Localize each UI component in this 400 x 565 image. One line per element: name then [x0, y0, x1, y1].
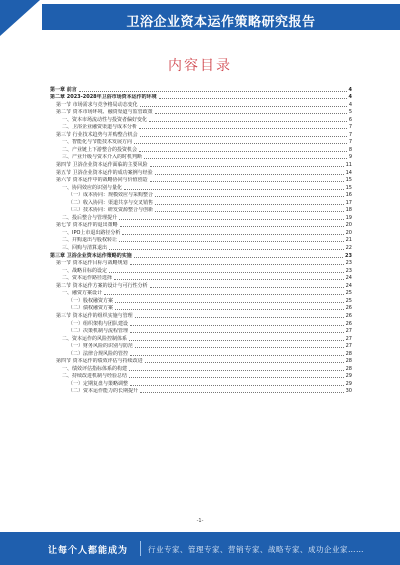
toc-entry-page: 5	[348, 109, 352, 116]
toc-entry[interactable]	[50, 101, 352, 109]
footer-slogan: 让每个人都能成为	[48, 546, 129, 556]
toc-leader-dots	[115, 308, 344, 310]
toc-entry-page: 25	[345, 297, 352, 304]
toc-leader-dots	[134, 142, 347, 144]
toc-leader-dots	[130, 331, 344, 333]
toc-entry[interactable]	[50, 275, 352, 283]
toc-leader-dots	[155, 203, 344, 205]
toc-leader-dots	[149, 120, 347, 122]
toc-entry-page: 15	[345, 177, 352, 184]
toc-entry[interactable]	[50, 282, 352, 290]
toc-entry-page: 8	[348, 146, 352, 153]
toc-entry[interactable]	[50, 154, 352, 162]
toc-entry[interactable]	[50, 252, 352, 260]
toc-entry-page: 17	[345, 199, 352, 206]
toc-entry-page: 27	[345, 328, 352, 335]
toc-leader-dots	[144, 157, 347, 159]
toc-entry[interactable]	[50, 199, 352, 207]
toc-entry-title: （一）组织架构与团队建设	[68, 320, 129, 327]
footer-separator	[140, 541, 141, 556]
toc-leader-dots	[155, 112, 347, 114]
toc-entry-page: 27	[345, 343, 352, 350]
toc-leader-dots	[134, 256, 343, 258]
toc-entry-page: 19	[345, 214, 352, 221]
toc-leader-dots	[159, 97, 347, 99]
toc-entry[interactable]	[50, 350, 352, 358]
toc-entry[interactable]	[50, 94, 352, 102]
toc-entry-page: 22	[345, 245, 352, 252]
toc-entry[interactable]	[50, 192, 352, 200]
toc-entry-title: 二、并购退出与股权转让	[62, 237, 118, 244]
toc-leader-dots	[155, 173, 344, 175]
toc-entry-page: 28	[345, 365, 352, 372]
toc-entry[interactable]	[50, 320, 352, 328]
toc-entry-page: 29	[345, 380, 352, 387]
toc-entry[interactable]	[50, 237, 352, 245]
toc-entry[interactable]	[50, 343, 352, 351]
toc-leader-dots	[130, 384, 344, 386]
toc-entry[interactable]	[50, 131, 352, 139]
toc-entry-page: 30	[345, 388, 352, 395]
toc-entry-page: 26	[345, 305, 352, 312]
toc-leader-dots	[140, 391, 344, 393]
toc-entry-title: （二）法律合规风险的管控	[68, 350, 129, 357]
toc-leader-dots	[114, 278, 344, 280]
footer-banner	[0, 532, 400, 565]
toc-entry-title: 二、持续改进机制与经验总结	[62, 373, 128, 380]
footer-tagline: 行业专家、管理专家、营销专家、战略专家、成功企业家……	[148, 545, 364, 554]
toc-entry-page: 23	[345, 252, 352, 259]
toc-entry[interactable]	[50, 244, 352, 252]
toc-entry-page: 20	[345, 229, 352, 236]
toc-leader-dots	[135, 316, 344, 318]
toc-entry[interactable]	[50, 184, 352, 192]
toc-leader-dots	[130, 324, 344, 326]
toc-entry-title: （一）定期复盘与策略调整	[68, 380, 129, 387]
report-header	[0, 0, 400, 36]
toc-leader-dots	[139, 127, 347, 129]
toc-leader-dots	[109, 248, 344, 250]
toc-entry-title: 三、产业升级与资本介入的时机判断	[62, 154, 143, 161]
toc-leader-dots	[150, 165, 344, 167]
toc-entry-title: 二、资本运作的风险控制体系	[62, 335, 128, 342]
toc-entry-page: 28	[345, 358, 352, 365]
toc-entry-title: （一）成本协同：规模效应与采购整合	[68, 192, 154, 199]
toc-entry[interactable]	[50, 222, 352, 230]
toc-entry[interactable]	[50, 290, 352, 298]
toc-leader-dots	[150, 180, 344, 182]
toc-entry-title: 第六节 资本运作中的战略协同与价值创造	[56, 177, 148, 184]
header-bar	[42, 4, 400, 30]
toc-entry-page: 29	[345, 373, 352, 380]
toc-entry-title: 一、IPO上市退出路径分析	[62, 229, 121, 236]
toc-entry-title: 一、绩效评估指标体系的构建	[62, 365, 128, 372]
toc-entry-title: 一、协同效应的识别与量化	[62, 184, 123, 191]
toc-leader-dots	[155, 210, 344, 212]
toc-entry[interactable]	[50, 139, 352, 147]
toc-entry-page: 24	[345, 275, 352, 282]
toc-entry[interactable]	[50, 365, 352, 373]
toc-entry-title: 一、智能化与节能技术发展方向	[62, 139, 133, 146]
toc-heading: 内容目录	[168, 58, 232, 74]
toc-entry[interactable]	[50, 328, 352, 336]
toc-leader-dots	[115, 301, 344, 303]
toc-entry-title: （三）技术协同：研发资源整合与创新	[68, 207, 154, 214]
toc-entry[interactable]	[50, 177, 352, 185]
toc-entry-page: 23	[345, 260, 352, 267]
toc-leader-dots	[109, 271, 344, 273]
toc-entry-page: 16	[345, 192, 352, 199]
toc-entry[interactable]	[50, 124, 352, 132]
toc-leader-dots	[145, 361, 344, 363]
toc-entry-title: 第二节 资本运作方案的设计与可行性分析	[56, 282, 148, 289]
toc-leader-dots	[155, 195, 344, 197]
toc-leader-dots	[150, 286, 344, 288]
toc-leader-dots	[129, 369, 344, 371]
toc-entry[interactable]	[50, 335, 352, 343]
toc-entry-page: 24	[345, 282, 352, 289]
toc-leader-dots	[120, 225, 344, 227]
toc-entry[interactable]	[50, 86, 352, 94]
toc-leader-dots	[129, 376, 344, 378]
toc-leader-dots	[140, 105, 347, 107]
toc-entry-title: 第四节 卫浴企业资本运作面临的主要风险	[56, 162, 148, 169]
toc-entry-page: 7	[348, 131, 352, 138]
toc-entry[interactable]	[50, 260, 352, 268]
toc-entry-title: 一、战略目标的设定	[62, 267, 108, 274]
toc-entry[interactable]	[50, 297, 352, 305]
toc-entry-title: 第五节 卫浴企业资本运作的成功案例与经验	[56, 169, 153, 176]
toc-entry[interactable]	[50, 169, 352, 177]
toc-entry-page: 21	[345, 237, 352, 244]
toc-entry-title: （二）债权融资方案	[68, 305, 114, 312]
toc-entry-page: 7	[348, 124, 352, 131]
toc-leader-dots	[140, 135, 347, 137]
toc-entry[interactable]	[50, 116, 352, 124]
toc-entry[interactable]	[50, 358, 352, 366]
toc-entry-title: 第三章 卫浴企业资本运作策略的实施	[50, 252, 132, 259]
toc-entry-page: 18	[345, 207, 352, 214]
toc-leader-dots	[129, 339, 344, 341]
toc-entry-title: （二）资本运作能力的长期提升	[68, 388, 139, 395]
toc-entry[interactable]	[50, 388, 352, 396]
toc-entry-title: 一、融资方案设计	[62, 290, 103, 297]
toc-entry-title: 第三节 行业技术趋势与并购整合机会	[56, 131, 138, 138]
toc-entry-title: 三、回购与清算退出	[62, 245, 108, 252]
toc-entry-title: 二、卫浴企业融资渠道与成本分析	[62, 124, 138, 131]
toc-leader-dots	[119, 218, 344, 220]
toc-entry-title: 第七节 资本运作的退出策略	[56, 222, 118, 229]
toc-entry[interactable]	[50, 229, 352, 237]
toc-entry-page: 4	[348, 86, 352, 93]
header-corner-decoration	[0, 0, 40, 36]
toc-entry-page: 26	[345, 320, 352, 327]
toc-entry-title: 第三节 资本运作的组织实施与管理	[56, 312, 133, 319]
toc-leader-dots	[124, 188, 344, 190]
toc-entry-title: （二）收入协同：渠道共享与交叉销售	[68, 199, 154, 206]
page-number: -1-	[196, 518, 204, 524]
toc-entry-title: （二）决策机制与流程管理	[68, 328, 129, 335]
toc-entry-page: 26	[345, 312, 352, 319]
toc-entry-title: 二、投后整合与管理提升	[62, 214, 118, 221]
toc-entry[interactable]	[50, 161, 352, 169]
toc-entry-page: 23	[345, 267, 352, 274]
toc-entry[interactable]	[50, 207, 352, 215]
toc-entry-page: 11	[345, 162, 352, 169]
toc-entry-title: 一、资本市场流动性与投资者偏好变化	[62, 116, 148, 123]
toc-entry-page: 15	[345, 184, 352, 191]
toc-entry[interactable]	[50, 267, 352, 275]
toc-entry[interactable]	[50, 380, 352, 388]
toc-leader-dots	[135, 346, 344, 348]
toc-entry-page: 14	[345, 169, 352, 176]
toc-entry[interactable]	[50, 312, 352, 320]
toc-entry[interactable]	[50, 109, 352, 117]
table-of-contents	[50, 86, 352, 395]
toc-leader-dots	[122, 233, 343, 235]
toc-leader-dots	[119, 240, 344, 242]
toc-entry[interactable]	[50, 214, 352, 222]
toc-entry-page: 27	[345, 335, 352, 342]
report-title: 卫浴企业资本运作策略研究报告	[126, 15, 316, 30]
toc-entry-title: 二、资本运作路径选择	[62, 275, 113, 282]
toc-entry-page: 20	[345, 222, 352, 229]
toc-entry-title: （一）财务风险的识别与防范	[68, 343, 134, 350]
toc-entry[interactable]	[50, 373, 352, 381]
toc-leader-dots	[130, 263, 344, 265]
toc-entry[interactable]	[50, 305, 352, 313]
toc-entry-title: 第二节 资本市场环境、融资渠道与监管政策	[56, 109, 153, 116]
toc-leader-dots	[139, 150, 347, 152]
toc-entry-title: 二、产业链上下游整合的投资机会	[62, 146, 138, 153]
toc-entry-page: 9	[348, 154, 352, 161]
toc-entry-page: 4	[348, 94, 352, 101]
toc-entry-title: 第四节 资本运作的绩效评估与持续改进	[56, 358, 143, 365]
toc-entry-page: 25	[345, 290, 352, 297]
toc-entry[interactable]	[50, 146, 352, 154]
toc-entry-page: 7	[348, 139, 352, 146]
toc-entry-title: （一）股权融资方案	[68, 297, 114, 304]
toc-entry-title: 第一节 市场需求与竞争格局动态变化	[56, 101, 138, 108]
toc-leader-dots	[104, 293, 344, 295]
toc-entry-page: 4	[348, 101, 352, 108]
toc-entry-page: 28	[345, 350, 352, 357]
toc-leader-dots	[79, 90, 347, 92]
toc-entry-page: 6	[348, 116, 352, 123]
toc-entry-title: 第二章 2023-2028年卫浴市场资本运作的环境	[50, 94, 157, 101]
toc-leader-dots	[130, 354, 344, 356]
toc-entry-title: 第一节 资本运作目标与战略规划	[56, 260, 128, 267]
toc-entry-title: 第一章 前言	[50, 86, 77, 93]
